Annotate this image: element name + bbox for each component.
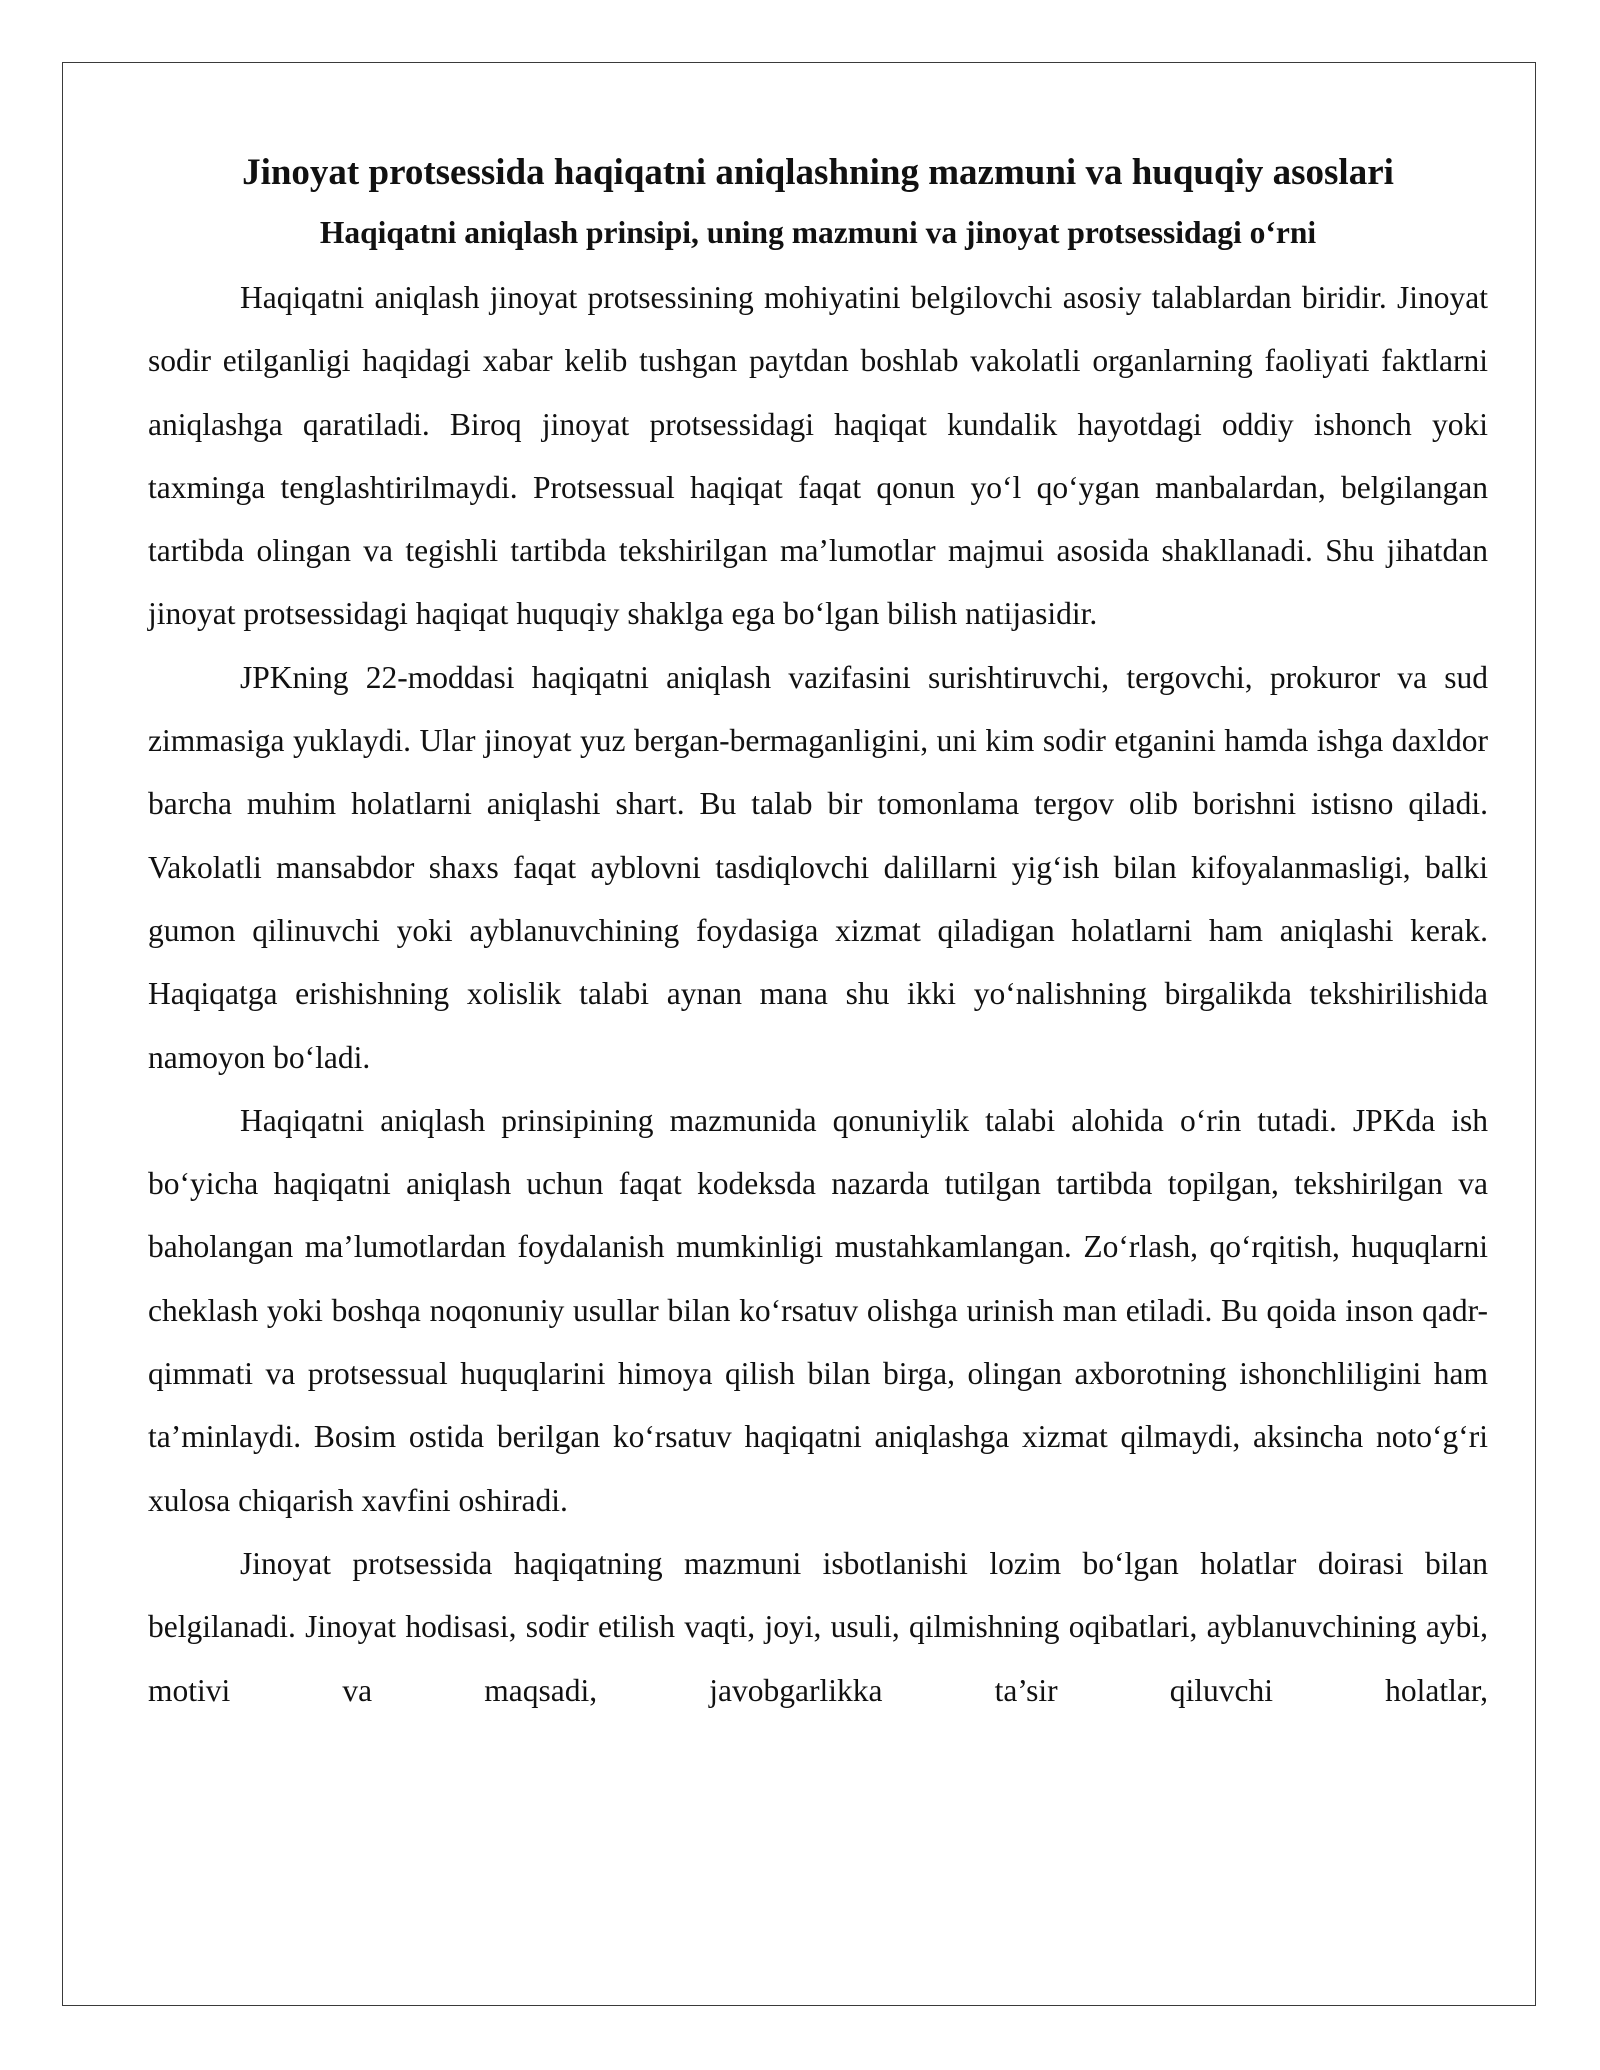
document-body (148, 146, 1488, 1722)
section-heading: Haqiqatni aniqlash prinsipi, uning mazmuni va jinoyat protsessidagi o‘rni (319, 215, 1317, 250)
paragraph-1: Haqiqatni aniqlash jinoyat protsessining mohiyatini belgilovchi asosiy talablardan biridir. Jinoyat sodir etilganligi haqidagi xabar kelib tushgan paytdan boshlab vakolatli organlarning faoliyati faktlarni aniqlashga qaratiladi. Biroq jinoyat protsessidagi haqiqat kundalik hayotdagi oddiy ishonch yoki taxminga tenglashtirilmaydi. Protsessual haqiqat faqat qonun yo‘l qo‘ygan manbalardan, belgilangan tartibda olingan va tegishli tartibda tekshirilgan ma’lumotlar majmui asosida shakllanadi. Shu jihatdan jinoyat protsessidagi haqiqat huquqiy shaklga ega bo‘lgan bilish natijasidir. (148, 280, 1488, 632)
document-title: Jinoyat protsessida haqiqatni aniqlashning mazmuni va huquqiy asoslari (242, 152, 1394, 193)
paragraph-3: Haqiqatni aniqlash prinsipining mazmunida qonuniylik talabi alohida o‘rin tutadi. JPKda ish bo‘yicha haqiqatni aniqlash uchun faqat kodeksda nazarda tutilgan tartibda topilgan, tekshirilgan va baholangan ma’lumotlardan foydalanish mumkinligi mustahkamlangan. Zo‘rlash, qo‘rqitish, huquqlarni cheklash yoki boshqa noqonuniy usullar bilan ko‘rsatuv olishga urinish man etiladi. Bu qoida inson qadr-qimmati va protsessual huquqlarini himoya qilish bilan birga, olingan axborotning ishonchliligini ham ta’minlaydi. Bosim ostida berilgan ko‘rsatuv haqiqatni aniqlashga xizmat qilmaydi, aksincha noto‘g‘ri xulosa chiqarish xavfini oshiradi. (148, 1102, 1488, 1518)
paragraph-2: JPKning 22-moddasi haqiqatni aniqlash vazifasini surishtiruvchi, tergovchi, prokuror va sud zimmasiga yuklaydi. Ular jinoyat yuz bergan-bermaganligini, uni kim sodir etganini hamda ishga daxldor barcha muhim holatlarni aniqlashi shart. Bu talab bir tomonlama tergov olib borishni istisno qiladi. Vakolatli mansabdor shaxs faqat ayblovni tasdiqlovchi dalillarni yig‘ish bilan kifoyalanmasligi, balki gumon qilinuvchi yoki ayblanuvchining foydasiga xizmat qiladigan holatlarni ham aniqlashi kerak. Haqiqatga erishishning xolislik talabi aynan mana shu ikki yo‘nalishning birgalikda tekshirilishida namoyon bo‘ladi. (148, 659, 1488, 1075)
paragraph-4: Jinoyat protsessida haqiqatning mazmuni isbotlanishi lozim bo‘lgan holatlar doirasi bilan belgilanadi. Jinoyat hodisasi, sodir etilish vaqti, joyi, usuli, qilmishning oqibatlari, ayblanuvchining aybi, motivi va maqsadi, javobgarlikka ta’sir qiluvchi holatlar, (148, 1545, 1488, 1708)
